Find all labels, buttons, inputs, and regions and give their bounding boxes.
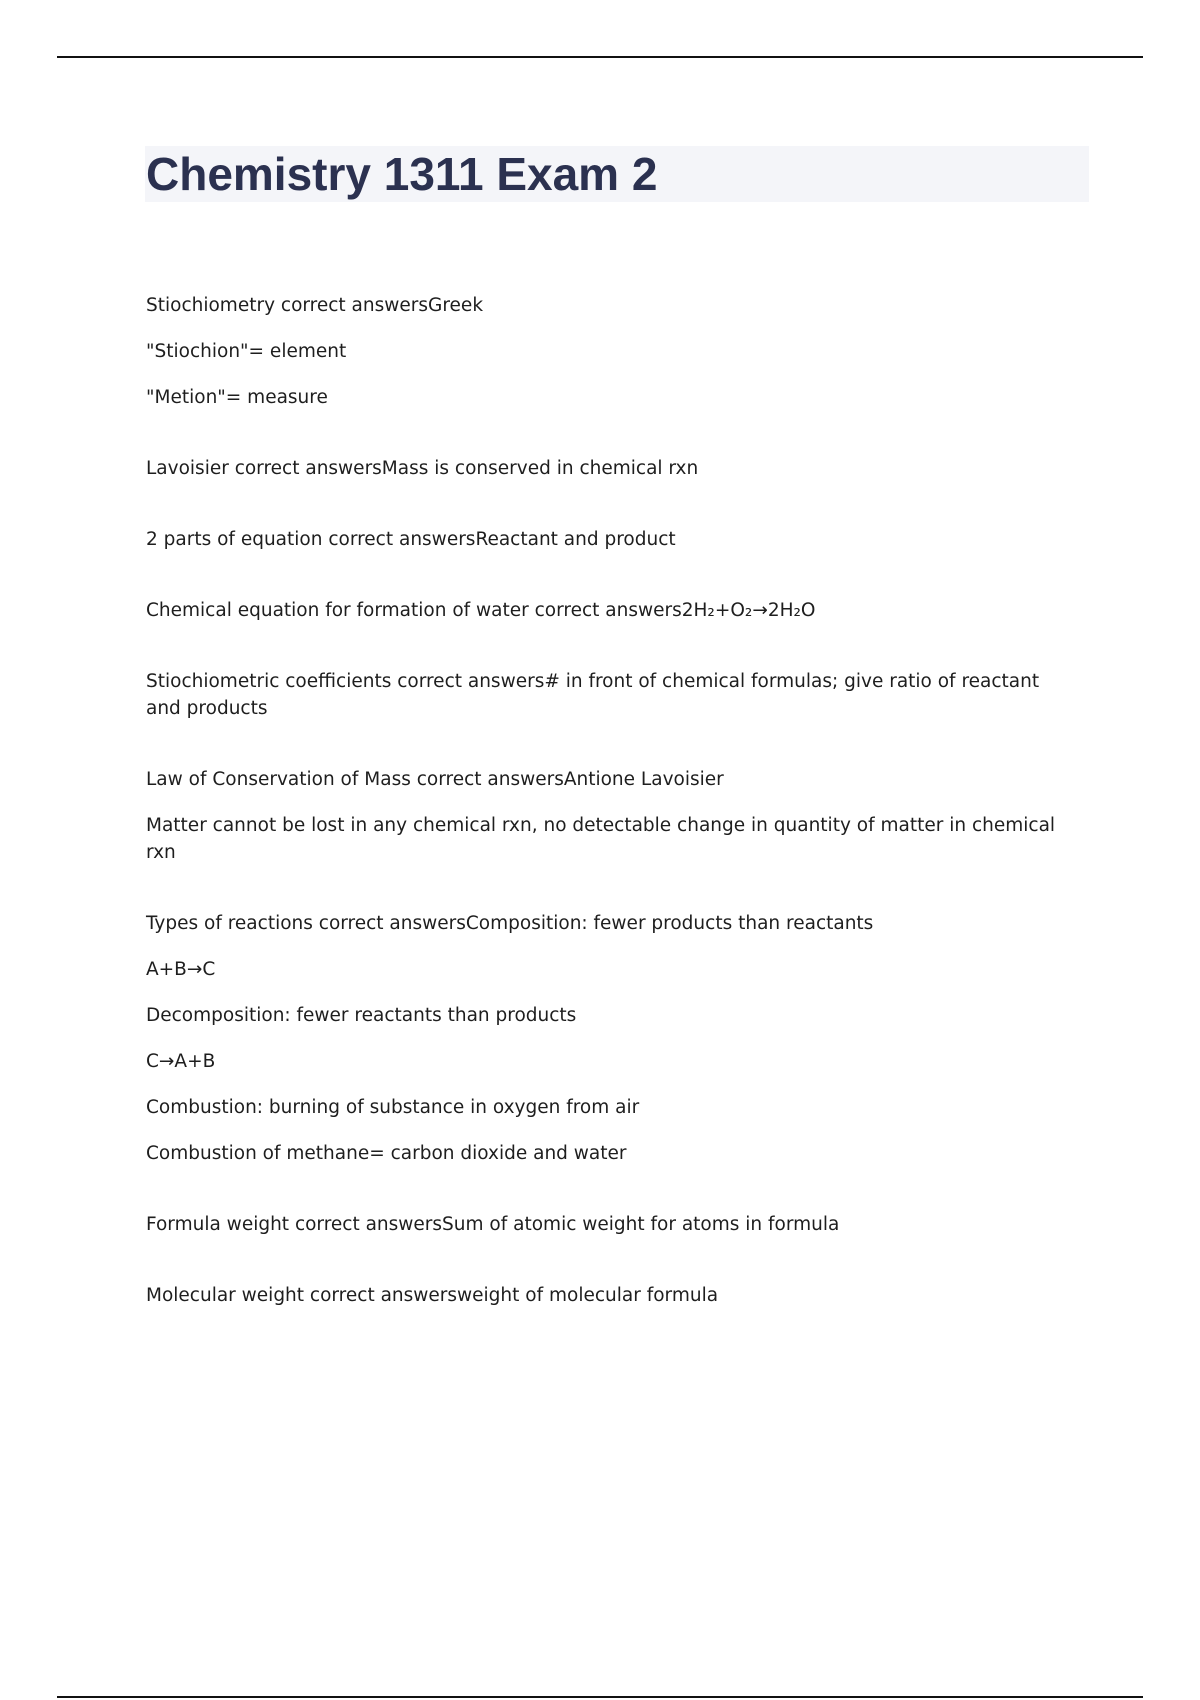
qa-entry-lavoisier — [146, 455, 1066, 482]
entry-line: Decomposition: fewer reactants than products — [146, 1005, 577, 1026]
entry-line: "Stiochion"= element — [146, 341, 347, 362]
entry-line: Molecular weight correct answersweight of molecular formula — [146, 1285, 719, 1306]
bottom-divider — [57, 1696, 1143, 1698]
entry-line: Types of reactions correct answersComposition: fewer products than reactants — [146, 913, 874, 934]
entry-line: Combustion: burning of substance in oxygen from air — [146, 1097, 640, 1118]
qa-entry-coefficients — [146, 668, 1066, 722]
entry-line: Stiochiometric coefficients correct answers# in front of chemical formulas; give ratio of reactant and products — [146, 671, 1040, 719]
qa-entry-molecular-weight — [146, 1282, 1066, 1309]
entry-line: "Metion"= measure — [146, 387, 328, 408]
qa-entry-water-formation — [146, 597, 1066, 624]
document-title: Chemistry 1311 Exam 2 — [146, 148, 658, 200]
qa-entry-conservation-of-mass — [146, 766, 1066, 866]
entry-line: Formula weight correct answersSum of atomic weight for atoms in formula — [146, 1214, 840, 1235]
entry-line: Combustion of methane= carbon dioxide and water — [146, 1143, 627, 1164]
entry-line: Law of Conservation of Mass correct answersAntione Lavoisier — [146, 769, 724, 790]
entry-line: Chemical equation for formation of water correct answers2H₂+O₂→2H₂O — [146, 600, 816, 621]
entry-line: A+B→C — [146, 959, 216, 980]
entry-line: Stiochiometry correct answersGreek — [146, 295, 484, 316]
top-divider — [57, 56, 1143, 58]
entry-line: Matter cannot be lost in any chemical rxn, no detectable change in quantity of matter in chemical rxn — [146, 815, 1056, 863]
entry-line: C→A+B — [146, 1051, 216, 1072]
document-body — [146, 292, 1066, 1353]
qa-entry-equation-parts — [146, 526, 1066, 553]
qa-entry-formula-weight — [146, 1211, 1066, 1238]
qa-entry-reaction-types — [146, 910, 1066, 1167]
entry-line: Lavoisier correct answersMass is conserved in chemical rxn — [146, 458, 699, 479]
entry-line: 2 parts of equation correct answersReactant and product — [146, 529, 676, 550]
qa-entry-stiochiometry — [146, 292, 1066, 411]
